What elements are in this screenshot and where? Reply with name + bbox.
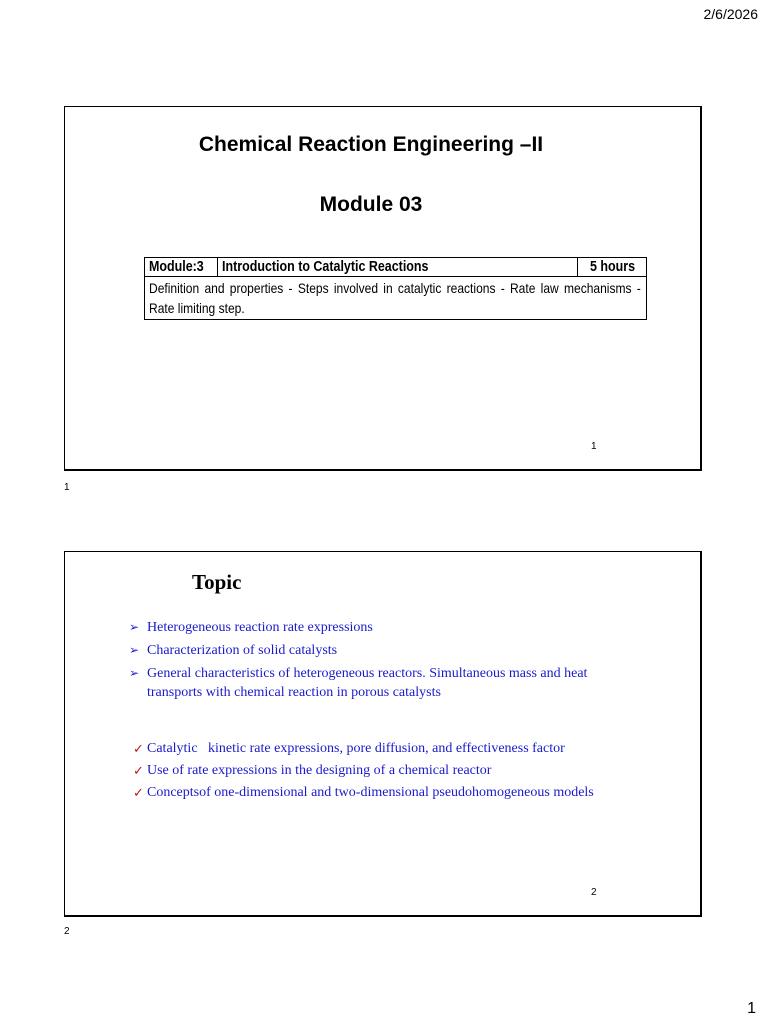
table-row [145, 277, 647, 320]
list-item: ➢ Characterization of solid catalysts [129, 643, 338, 658]
list-item: ✓ Conceptsof one-dimensional and two-dimensional pseudohomogeneous models [133, 785, 594, 800]
table-header-row [145, 258, 647, 277]
slide-1 [64, 106, 702, 471]
list-item: ✓ Use of rate expressions in the designing of a chemical reactor [133, 763, 492, 778]
slide-caption: 1 [64, 482, 70, 493]
module-table [144, 257, 647, 320]
arrow-bullet-icon: ➢ [129, 643, 140, 657]
list-item: ➢ General characteristics of heterogeneous reactors. Simultaneous mass and heat transports with chemical reaction in porous catalysts [129, 666, 588, 700]
arrow-bullet-icon: ➢ [129, 666, 140, 680]
description-cell: Definition and properties - Steps involved in catalytic reactions - Rate law mechanisms - Rate limiting step. [145, 277, 647, 320]
module-cell: Module:3 [145, 258, 218, 277]
checkmark-icon: ✓ [133, 785, 144, 800]
topic-cell: Introduction to Catalytic Reactions [217, 258, 577, 277]
checkmark-icon: ✓ [133, 741, 144, 756]
slide-title: Chemical Reaction Engineering –II [198, 133, 544, 156]
page-date: 2/6/2026 [703, 6, 758, 22]
list-item: ✓ Catalytic kinetic rate expressions, pore diffusion, and effectiveness factor [133, 741, 565, 756]
bullet-list [129, 618, 609, 706]
slide-number: 1 [591, 441, 597, 452]
slide-number: 2 [591, 887, 597, 898]
slide-2 [64, 551, 702, 917]
slide-caption: 2 [64, 926, 70, 937]
check-list [133, 739, 603, 805]
slide-subtitle: Module 03 [319, 193, 423, 216]
list-item: ➢ Heterogeneous reaction rate expressions [129, 620, 373, 635]
checkmark-icon: ✓ [133, 763, 144, 778]
page-number: 1 [747, 1000, 756, 1017]
hours-cell: 5 hours [578, 258, 647, 277]
slide-title: Topic [192, 570, 242, 594]
arrow-bullet-icon: ➢ [129, 620, 140, 634]
